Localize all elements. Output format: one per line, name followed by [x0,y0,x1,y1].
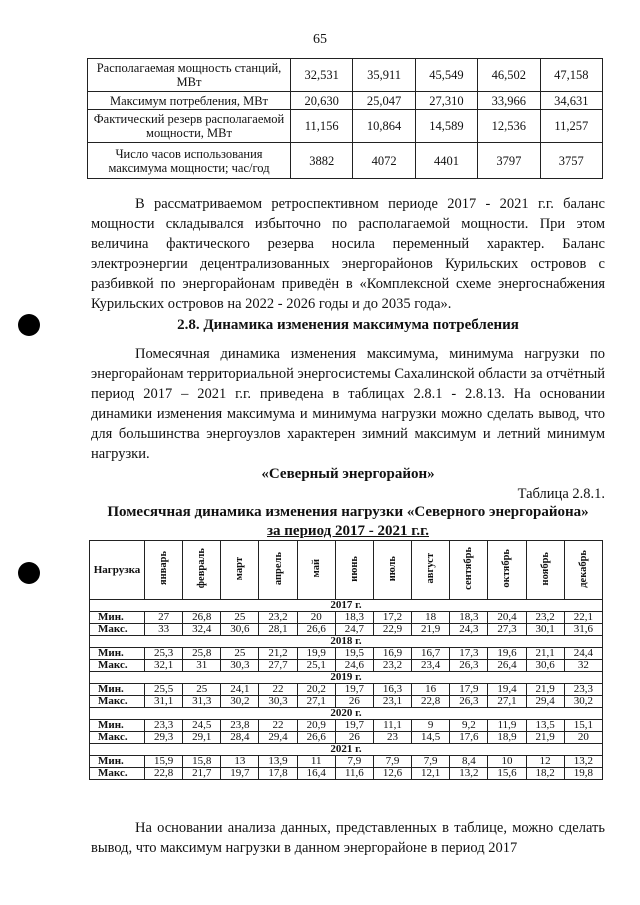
load-cell: 30,2 [564,696,602,708]
summary-row [88,143,603,179]
summary-cell: 20,630 [291,92,353,110]
max-row [90,660,603,672]
load-cell: 15,1 [564,720,602,732]
load-cell: 24,3 [450,624,488,636]
month-label: сентябрь [463,547,475,590]
load-cell: 23 [373,732,411,744]
load-cell: 14,5 [412,732,450,744]
load-cell: 30,3 [259,696,297,708]
load-cell: 21,1 [526,648,564,660]
load-cell: 17,9 [450,684,488,696]
table-title [91,503,605,541]
table-title-line2: за период 2017 - 2021 г.г. [267,523,429,539]
summary-row [88,59,603,92]
min-row [90,684,603,696]
min-row [90,756,603,768]
load-cell: 29,4 [526,696,564,708]
load-cell: 32,1 [145,660,183,672]
max-row [90,768,603,780]
min-row-label: Мин. [90,720,145,732]
paragraph-dynamics: Помесячная динамика изменения максимума, минимума нагрузки по энергорайонам территориальной энергосистемы Сахалинской области за отчётный период 2017 – 2021 г.г. приведена в таблицах 2.8.1 - 2.8.13. На основании динамики изменения максимума и минимума нагрузки можно сделать вывод, что для большинства энергоузлов характерен зимний максимум и летний минимум нагрузки. [91,346,605,462]
load-cell: 20,9 [297,720,335,732]
load-cell: 24,5 [183,720,221,732]
load-cell: 12 [526,756,564,768]
min-row-label: Мин. [90,648,145,660]
binder-hole-1 [18,314,40,336]
min-row [90,612,603,624]
load-cell: 26,6 [297,624,335,636]
page-number: 65 [313,32,327,47]
summary-cell: 10,864 [353,110,415,143]
load-cell: 11,6 [335,768,373,780]
load-cell: 15,8 [183,756,221,768]
min-row-label: Мин. [90,612,145,624]
year-row [90,636,603,648]
load-cell: 31,3 [183,696,221,708]
load-cell: 26,3 [450,696,488,708]
load-cell: 16,9 [373,648,411,660]
load-cell: 31 [183,660,221,672]
column-header-month [335,541,373,600]
load-cell: 19,5 [335,648,373,660]
load-cell: 12,6 [373,768,411,780]
month-label: февраль [196,548,208,589]
summary-cell: 45,549 [415,59,477,92]
load-cell: 19,7 [221,768,259,780]
load-cell: 19,6 [488,648,526,660]
load-cell: 25,8 [183,648,221,660]
section-heading: 2.8. Динамика изменения максимума потребления [177,317,519,333]
max-row [90,696,603,708]
load-cell: 26,3 [450,660,488,672]
load-cell: 19,8 [564,768,602,780]
column-header-month [450,541,488,600]
load-cell: 23,4 [412,660,450,672]
load-cell: 18,9 [488,732,526,744]
load-cell: 17,8 [259,768,297,780]
summary-cell: 32,531 [291,59,353,92]
summary-row [88,110,603,143]
summary-cell: 27,310 [415,92,477,110]
load-cell: 25 [221,648,259,660]
year-row [90,672,603,684]
load-cell: 13,2 [450,768,488,780]
load-cell: 26 [335,732,373,744]
load-cell: 12,1 [412,768,450,780]
load-cell: 13 [221,756,259,768]
summary-cell: 34,631 [540,92,602,110]
year-label: 2019 г. [90,672,603,684]
binder-hole-2 [18,562,40,584]
summary-cell: 46,502 [478,59,540,92]
paragraph-conclusion: На основании анализа данных, представленных в таблице, можно сделать вывод, что максимум нагрузки в данном энергорайоне в период 2017 [91,820,605,856]
month-label: октябрь [501,549,513,588]
load-cell: 17,3 [450,648,488,660]
summary-cell: 3757 [540,143,602,179]
load-cell: 16,4 [297,768,335,780]
max-row-label: Макс. [90,624,145,636]
column-header-month [297,541,335,600]
load-cell: 23,1 [373,696,411,708]
load-cell: 18,3 [335,612,373,624]
load-cell: 29,1 [183,732,221,744]
load-cell: 19,9 [297,648,335,660]
load-cell: 31,1 [145,696,183,708]
column-header-load: Нагрузка [90,541,145,600]
load-cell: 25 [183,684,221,696]
table-number: Таблица 2.8.1. [517,486,605,502]
load-cell: 29,3 [145,732,183,744]
load-cell: 26,6 [297,732,335,744]
load-cell: 28,1 [259,624,297,636]
load-cell: 33 [145,624,183,636]
load-cell: 16 [412,684,450,696]
column-header-month [526,541,564,600]
load-cell: 30,6 [221,624,259,636]
month-label: июль [387,555,399,582]
month-label: апрель [272,551,284,586]
column-header-month [221,541,259,600]
load-cell: 13,2 [564,756,602,768]
year-row [90,600,603,612]
load-cell: 25,3 [145,648,183,660]
month-label: август [425,553,437,584]
load-cell: 21,9 [412,624,450,636]
load-cell: 30,2 [221,696,259,708]
summary-row [88,92,603,110]
load-cell: 25 [221,612,259,624]
table-title-line1: Помесячная динамика изменения нагрузки «Северного энергорайона» [107,504,589,520]
load-cell: 22 [259,720,297,732]
load-cell: 19,7 [335,684,373,696]
column-header-month [259,541,297,600]
load-cell: 30,1 [526,624,564,636]
subsection-heading: «Северный энергорайон» [261,466,435,482]
summary-row-label: Фактический резерв располагаемой мощности, МВт [88,110,291,143]
load-cell: 24,1 [221,684,259,696]
month-label: март [234,556,246,581]
summary-cell: 14,589 [415,110,477,143]
year-label: 2020 г. [90,708,603,720]
load-cell: 15,6 [488,768,526,780]
load-cell: 18 [412,612,450,624]
month-label: май [310,559,322,578]
load-cell: 26,4 [488,660,526,672]
load-cell: 25,1 [297,660,335,672]
load-cell: 26 [335,696,373,708]
load-cell: 17,2 [373,612,411,624]
load-cell: 27,1 [297,696,335,708]
column-header-month [373,541,411,600]
load-cell: 27,1 [488,696,526,708]
year-label: 2018 г. [90,636,603,648]
max-row-label: Макс. [90,768,145,780]
load-cell: 19,4 [488,684,526,696]
load-cell: 7,9 [373,756,411,768]
summary-cell: 3882 [291,143,353,179]
month-label: ноябрь [539,551,551,586]
load-cell: 23,3 [145,720,183,732]
summary-table [87,58,603,179]
column-header-month [183,541,221,600]
load-cell: 20,2 [297,684,335,696]
load-cell: 27 [145,612,183,624]
year-row [90,744,603,756]
summary-cell: 11,257 [540,110,602,143]
load-cell: 10 [488,756,526,768]
summary-cell: 25,047 [353,92,415,110]
column-header-month [564,541,602,600]
load-cell: 23,8 [221,720,259,732]
load-cell: 21,9 [526,732,564,744]
min-row-label: Мин. [90,684,145,696]
load-cell: 23,2 [526,612,564,624]
year-label: 2017 г. [90,600,603,612]
min-row-label: Мин. [90,756,145,768]
load-cell: 13,9 [259,756,297,768]
summary-cell: 12,536 [478,110,540,143]
load-cell: 23,2 [373,660,411,672]
load-cell: 19,7 [335,720,373,732]
load-cell: 16,3 [373,684,411,696]
max-row-label: Макс. [90,732,145,744]
load-cell: 27,3 [488,624,526,636]
load-cell: 32 [564,660,602,672]
column-header-month [488,541,526,600]
load-cell: 22,1 [564,612,602,624]
load-cell: 21,2 [259,648,297,660]
load-cell: 24,7 [335,624,373,636]
summary-row-label: Максимум потребления, МВт [88,92,291,110]
year-label: 2021 г. [90,744,603,756]
load-cell: 31,6 [564,624,602,636]
month-label: январь [158,551,170,586]
load-cell: 17,6 [450,732,488,744]
column-header-month [145,541,183,600]
load-cell: 22,8 [412,696,450,708]
load-cell: 24,6 [335,660,373,672]
monthly-load-table [89,540,603,780]
load-cell: 32,4 [183,624,221,636]
load-cell: 28,4 [221,732,259,744]
month-label: декабрь [577,549,589,588]
load-cell: 8,4 [450,756,488,768]
load-cell: 20 [564,732,602,744]
load-cell: 9,2 [450,720,488,732]
load-cell: 7,9 [412,756,450,768]
load-cell: 23,2 [259,612,297,624]
load-cell: 30,6 [526,660,564,672]
load-cell: 22,9 [373,624,411,636]
summary-cell: 4072 [353,143,415,179]
summary-row-label: Число часов использования максимума мощности; час/год [88,143,291,179]
load-cell: 29,4 [259,732,297,744]
load-cell: 11,1 [373,720,411,732]
load-cell: 26,8 [183,612,221,624]
load-cell: 7,9 [335,756,373,768]
load-cell: 18,3 [450,612,488,624]
load-cell: 20,4 [488,612,526,624]
load-cell: 22,8 [145,768,183,780]
min-row [90,648,603,660]
min-row [90,720,603,732]
load-cell: 27,7 [259,660,297,672]
load-cell: 30,3 [221,660,259,672]
load-cell: 23,3 [564,684,602,696]
max-row [90,624,603,636]
load-cell: 20 [297,612,335,624]
load-cell: 24,4 [564,648,602,660]
load-cell: 9 [412,720,450,732]
load-cell: 18,2 [526,768,564,780]
max-row-label: Макс. [90,660,145,672]
load-cell: 22 [259,684,297,696]
summary-cell: 4401 [415,143,477,179]
summary-cell: 3797 [478,143,540,179]
summary-cell: 33,966 [478,92,540,110]
summary-row-label: Располагаемая мощность станций, МВт [88,59,291,92]
load-cell: 11 [297,756,335,768]
summary-cell: 47,158 [540,59,602,92]
max-row [90,732,603,744]
column-header-month [412,541,450,600]
max-row-label: Макс. [90,696,145,708]
summary-cell: 35,911 [353,59,415,92]
paragraph-balance: В рассматриваемом ретроспективном периоде 2017 - 2021 г.г. баланс мощности складывался избыточно по располагаемой мощности. При этом величина фактического резерва носила переменный характер. Баланс электроэнергии децентрализованных энергорайонов Курильских островов с разбивкой по энергорайонам приведён в «Комплексной схеме энергоснабжения Курильских островов на 2022 - 2026 годы и до 2035 года». [91,196,605,312]
load-cell: 16,7 [412,648,450,660]
load-cell: 25,5 [145,684,183,696]
load-cell: 21,7 [183,768,221,780]
year-row [90,708,603,720]
month-label: июнь [348,555,360,582]
load-cell: 15,9 [145,756,183,768]
load-cell: 13,5 [526,720,564,732]
summary-cell: 11,156 [291,110,353,143]
load-cell: 11,9 [488,720,526,732]
load-cell: 21,9 [526,684,564,696]
